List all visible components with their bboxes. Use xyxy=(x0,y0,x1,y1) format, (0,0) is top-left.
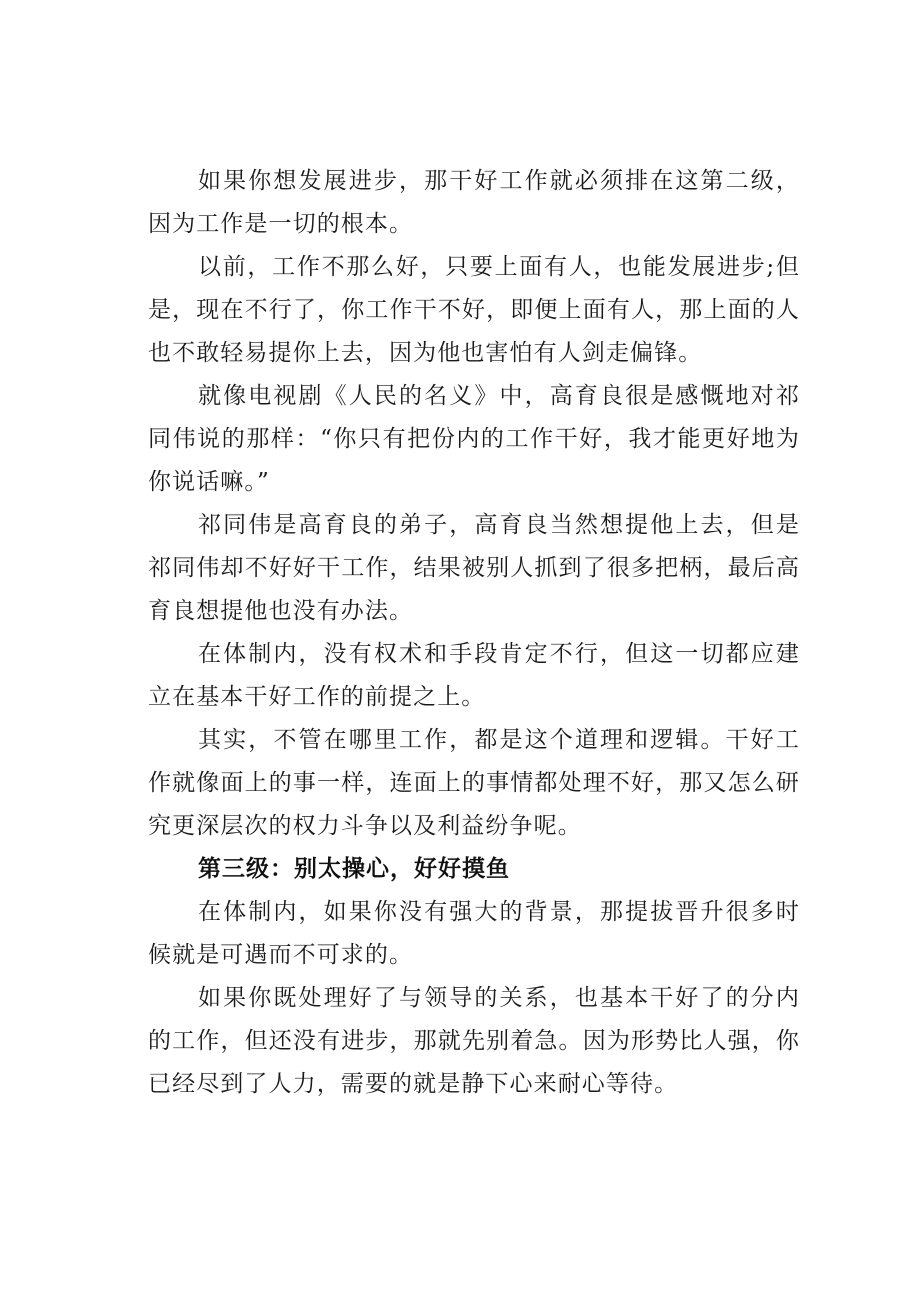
document-body xyxy=(148,160,800,1106)
paragraph-3: 就像电视剧《人民的名义》中，高育良很是感慨地对祁同伟说的那样：“你只有把份内的工作干好，我才能更好地为你说话嘛。” xyxy=(148,383,800,495)
paragraph-4: 祁同伟是高育良的弟子，高育良当然想提他上去，但是祁同伟却不好好干工作，结果被别人抓到了很多把柄，最后高育良想提他也没有办法。 xyxy=(148,512,800,624)
paragraph-5: 在体制内，没有权术和手段肯定不行，但这一切都应建立在基本干好工作的前提之上。 xyxy=(148,641,800,710)
paragraph-6: 其实，不管在哪里工作，都是这个道理和逻辑。干好工作就像面上的事一样，连面上的事情都处理不好，那又怎么研究更深层次的权力斗争以及利益纷争呢。 xyxy=(148,727,800,839)
paragraph-1: 如果你想发展进步，那干好工作就必须排在这第二级，因为工作是一切的根本。 xyxy=(148,168,800,237)
paragraph-7: 在体制内，如果你没有强大的背景，那提拔晋升很多时候就是可遇而不可求的。 xyxy=(148,899,800,968)
paragraph-8: 如果你既处理好了与领导的关系，也基本干好了的分内的工作，但还没有进步，那就先别着急。因为形势比人强，你已经尽到了人力，需要的就是静下心来耐心等待。 xyxy=(148,985,800,1097)
section-heading: 第三级：别太操心，好好摸鱼 xyxy=(198,856,510,882)
paragraph-2: 以前，工作不那么好，只要上面有人，也能发展进步;但是，现在不行了，你工作干不好，即便上面有人，那上面的人也不敢轻易提你上去，因为他也害怕有人剑走偏锋。 xyxy=(148,254,800,366)
